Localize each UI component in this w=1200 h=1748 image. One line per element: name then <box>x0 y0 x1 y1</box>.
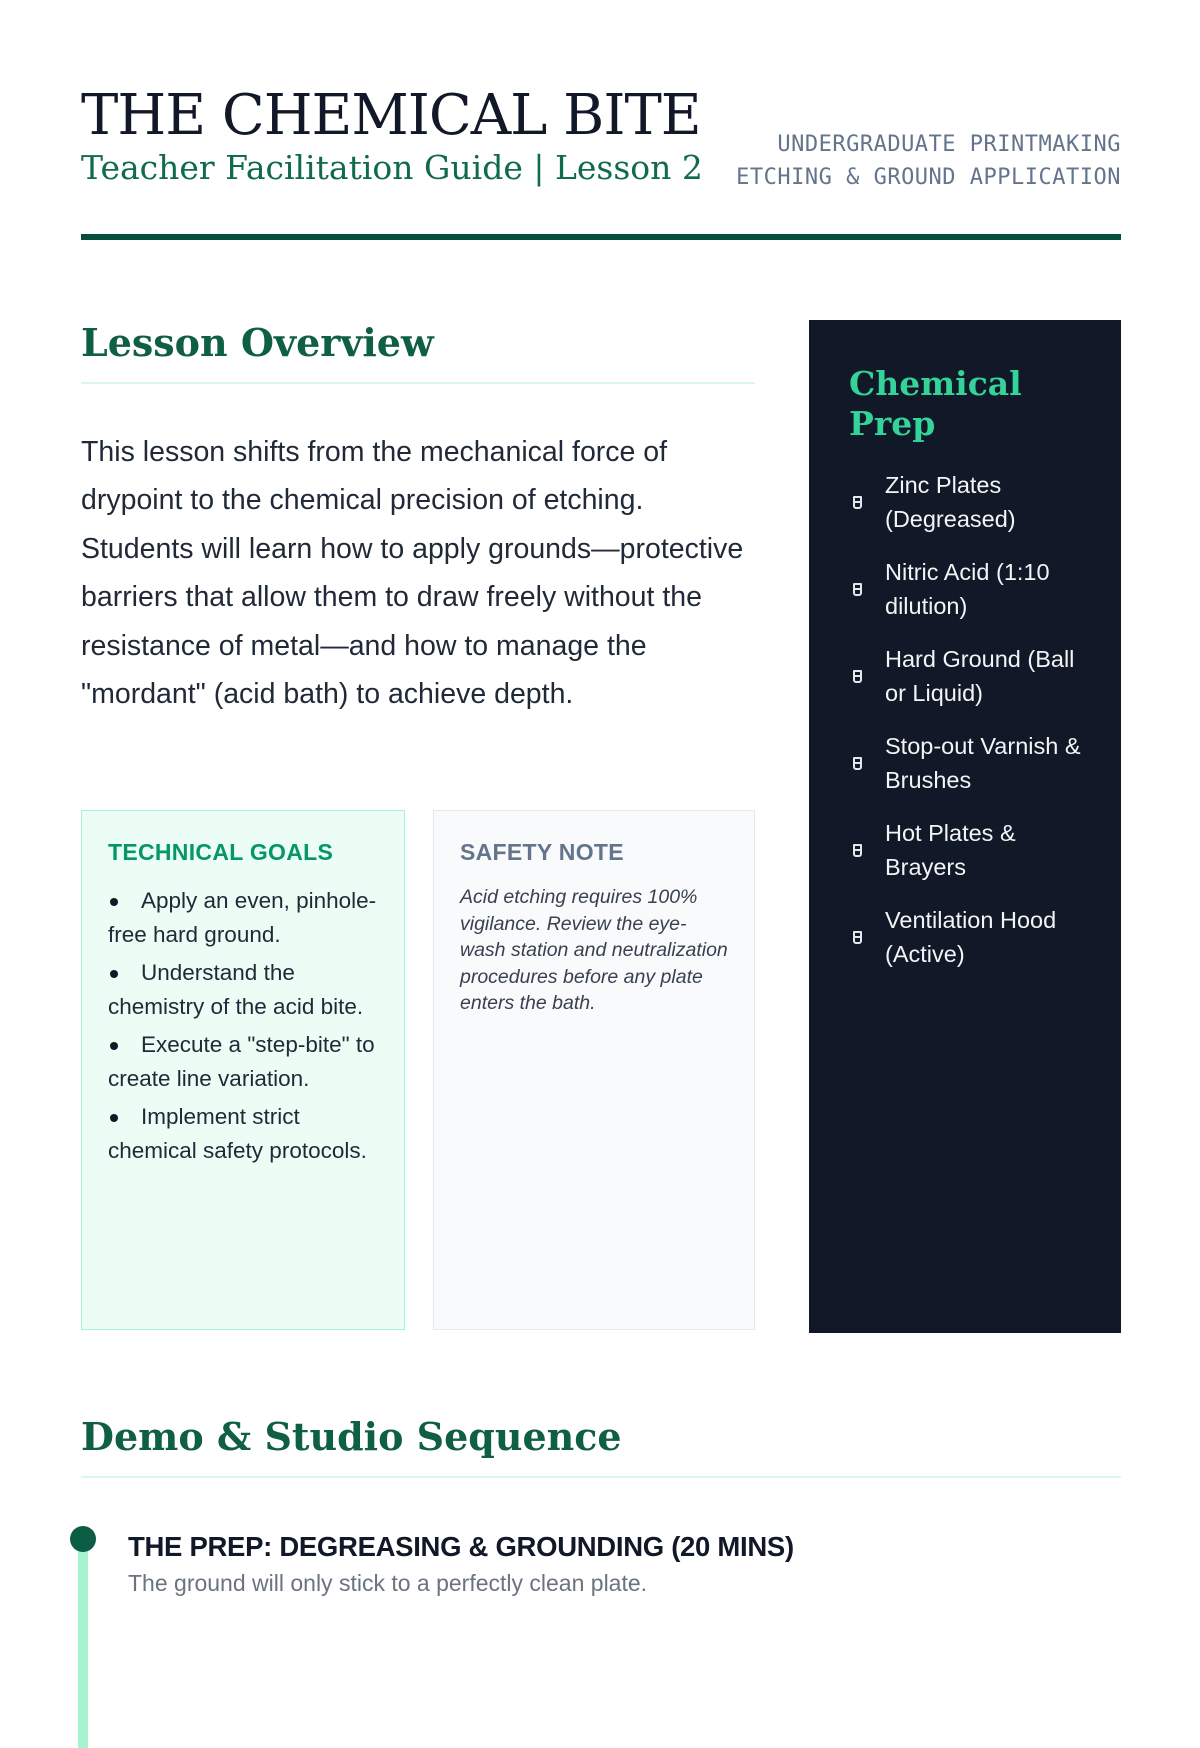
timeline-line <box>78 1548 88 1748</box>
goal-item: Apply an even, pinhole-free hard ground. <box>108 884 378 951</box>
prep-item-label: Nitric Acid (1:10 dilution) <box>885 559 1050 619</box>
header-divider <box>81 234 1121 240</box>
course-meta-line-1: UNDERGRADUATE PRINTMAKING <box>777 132 1121 157</box>
prep-item <box>849 730 1091 797</box>
prep-item <box>849 643 1091 710</box>
goal-item: Implement strict chemical safety protocols. <box>108 1100 378 1167</box>
beaker-icon <box>853 757 869 771</box>
step-description: The ground will only stick to a perfectly clean plate. <box>128 1569 648 1596</box>
prep-item-label: Zinc Plates (Degreased) <box>885 472 1016 532</box>
goal-item: Understand the chemistry of the acid bite. <box>108 956 378 1023</box>
prep-item-label: Hard Ground (Ball or Liquid) <box>885 646 1075 706</box>
beaker-icon <box>853 496 869 510</box>
prep-item <box>849 469 1091 536</box>
timeline-dot <box>70 1526 96 1552</box>
technical-goals-card <box>81 810 405 1330</box>
prep-item-label: Stop-out Varnish & Brushes <box>885 733 1081 793</box>
beaker-icon <box>853 583 869 597</box>
technical-goals-list <box>108 884 378 1167</box>
chemical-prep-heading: Chemical Prep <box>849 364 1022 443</box>
course-meta <box>736 128 1121 194</box>
info-cards <box>81 810 755 1332</box>
demo-sequence-section <box>81 1414 1121 1598</box>
sequence-step <box>81 1530 1121 1599</box>
document-title: THE CHEMICAL BITE <box>81 83 701 148</box>
document-subtitle: Teacher Facilitation Guide | Lesson 2 <box>81 148 703 187</box>
page-header <box>81 80 1121 240</box>
prep-item-label: Hot Plates & Brayers <box>885 820 1016 880</box>
demo-sequence-heading: Demo & Studio Sequence <box>81 1414 1121 1478</box>
lesson-overview-section <box>81 320 755 1163</box>
prep-item-label: Ventilation Hood (Active) <box>885 907 1057 967</box>
beaker-icon <box>853 670 869 684</box>
lesson-intro-text: This lesson shifts from the mechanical force of drypoint to the chemical precision of etching. Students will learn how to apply grounds—protective barriers that allow them to draw freely without the resistance of metal—and how to manage the "mordant" (acid bath) to achieve depth. <box>81 435 744 711</box>
prep-item <box>849 556 1091 623</box>
technical-goals-heading: TECHNICAL GOALS <box>108 839 334 865</box>
beaker-icon <box>853 844 869 858</box>
course-meta-line-2: ETCHING & GROUND APPLICATION <box>736 165 1121 190</box>
beaker-icon <box>853 931 869 945</box>
safety-note-heading: SAFETY NOTE <box>460 839 624 865</box>
safety-note-text: Acid etching requires 100% vigilance. Review the eye-wash station and neutralization procedures before any plate enters the bath. <box>460 886 728 1014</box>
lesson-overview-heading: Lesson Overview <box>81 320 755 384</box>
step-title: THE PREP: DEGREASING & GROUNDING (20 MINS) <box>128 1530 794 1562</box>
goal-item: Execute a "step-bite" to create line variation. <box>108 1028 378 1095</box>
prep-item <box>849 904 1091 971</box>
chemical-prep-sidebar <box>809 320 1121 1333</box>
prep-item <box>849 817 1091 884</box>
safety-note-card <box>433 810 755 1330</box>
